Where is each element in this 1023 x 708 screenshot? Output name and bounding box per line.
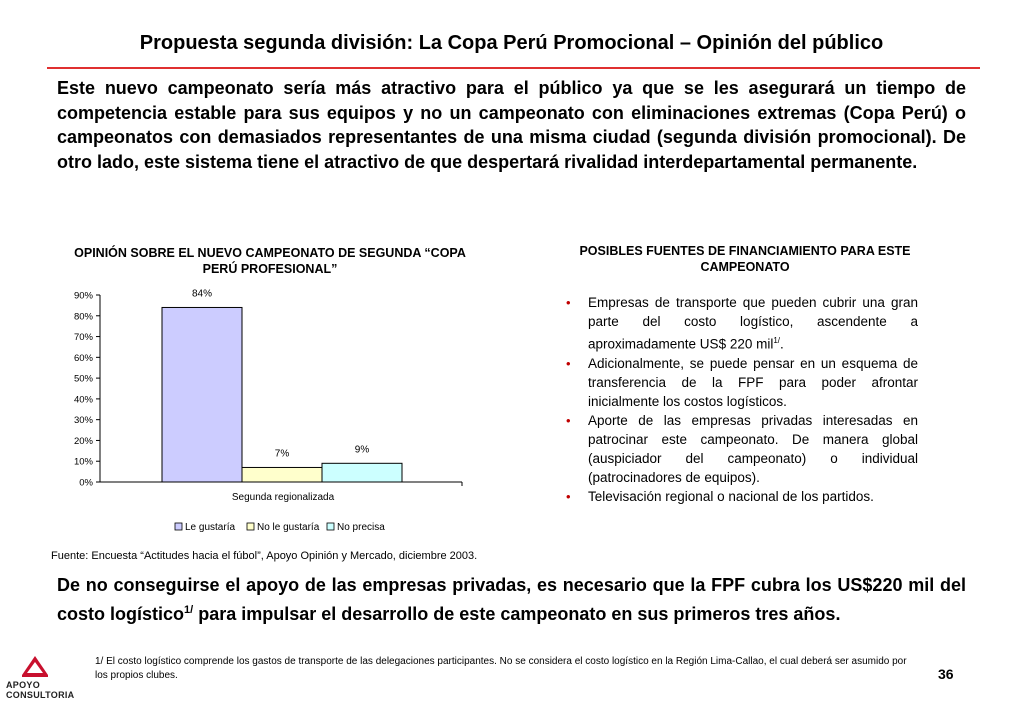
financing-item-text: Televisación regional o nacional de los partidos. xyxy=(588,488,874,504)
y-tick-label: 50% xyxy=(73,373,93,385)
footnote-ref: 1/ xyxy=(184,603,194,616)
bar-data-label: 7% xyxy=(274,448,290,460)
y-tick-label: 20% xyxy=(73,435,93,447)
chart-heading: OPINIÓN SOBRE EL NUEVO CAMPEONATO DE SEGUNDA “COPA PERÚ PROFESIONAL” xyxy=(74,246,466,276)
legend-swatch xyxy=(175,523,182,530)
bullet-icon: • xyxy=(566,412,571,428)
bar-data-label: 9% xyxy=(354,444,370,456)
bullet-icon: • xyxy=(566,295,571,310)
legend-label: Le gustaría xyxy=(185,522,236,533)
y-tick-label: 70% xyxy=(73,332,93,344)
intro-paragraph: Este nuevo campeonato sería más atractivo para el público ya que se les asegurará un tiempo de competencia estable para sus equipos y no un campeonato con eliminaciones extremas (Copa Perú) o campeonatos con demasiados representantes de una misma ciudad (segunda división promocional). De otro lado, este sistema tiene el atractivo de que despertará rivalidad interdepartamental permanente. xyxy=(57,78,966,172)
logo-text-consultoria: CONSULTORIA xyxy=(6,690,75,700)
bars-group xyxy=(162,288,402,482)
apoyo-logo xyxy=(6,655,78,705)
page-number: 36 xyxy=(938,666,954,682)
x-category-label: Segunda regionalizada xyxy=(231,492,335,503)
bar-data-label: 84% xyxy=(191,288,213,300)
legend-label: No le gustaría xyxy=(257,522,320,533)
financing-item-text: Empresas de transporte que pueden cubrir una gran parte del costo logístico, ascendente a aproximadamente US$ 220 mil xyxy=(588,295,918,352)
legend xyxy=(175,522,385,533)
source-note: Fuente: Encuesta “Actitudes hacia el fúbol”, Apoyo Opinión y Mercado, diciembre 2003. xyxy=(51,550,478,562)
financing-item xyxy=(566,487,918,506)
y-tick-label: 40% xyxy=(73,394,93,406)
financing-title: POSIBLES FUENTES DE FINANCIAMIENTO PARA ESTE CAMPEONATO xyxy=(579,244,911,274)
conclusion-text-tail: para impulsar el desarrollo de este campeonato en sus primeros tres años. xyxy=(193,603,841,624)
legend-label: No precisa xyxy=(337,522,385,533)
logo-text-apoyo: APOYO xyxy=(6,680,41,690)
legend-swatch xyxy=(247,523,254,530)
y-tick-label: 10% xyxy=(73,456,93,468)
financing-item-text: Adicionalmente, se puede pensar en un esquema de transferencia de la FPF para poder afrontar inicialmente los costos logísticos. xyxy=(588,355,918,409)
y-tick-label: 60% xyxy=(73,352,93,364)
footnote: 1/ El costo logístico comprende los gastos de transporte de las delegaciones participantes. No se considera el costo logístico en la Región Lima-Callao, el cual deberá ser asumido por los propios clubes. xyxy=(95,656,907,681)
legend-swatch xyxy=(327,523,334,530)
footnote-ref: 1/ xyxy=(773,336,781,345)
slide-title: Propuesta segunda división: La Copa Perú Promocional – Opinión del público xyxy=(139,32,884,54)
apoyo-logo-icon xyxy=(20,655,50,679)
bullet-icon: • xyxy=(566,488,571,504)
bullet-icon: • xyxy=(566,355,571,371)
financing-item-text: Aporte de las empresas privadas interesadas en patrocinar este campeonato. De manera global (auspiciador del campeonato) o individual (patrocinadores de equipos). xyxy=(588,412,918,485)
y-tick-label: 30% xyxy=(73,415,93,427)
y-tick-label: 0% xyxy=(79,477,93,489)
bar xyxy=(242,467,322,482)
financing-item xyxy=(566,411,918,487)
conclusion-text: De no conseguirse el apoyo de las empresas privadas, es necesario que la FPF cubra los US$220 mil del costo logístico xyxy=(57,575,966,624)
financing-item xyxy=(566,293,918,354)
bar xyxy=(162,307,242,482)
bar xyxy=(322,463,402,482)
y-tick-label: 80% xyxy=(73,311,93,323)
financing-item-tail: . xyxy=(780,336,784,352)
conclusion-paragraph xyxy=(57,573,966,626)
y-tick-label: 90% xyxy=(73,290,93,302)
financing-item xyxy=(566,354,918,411)
financing-list xyxy=(566,293,918,506)
